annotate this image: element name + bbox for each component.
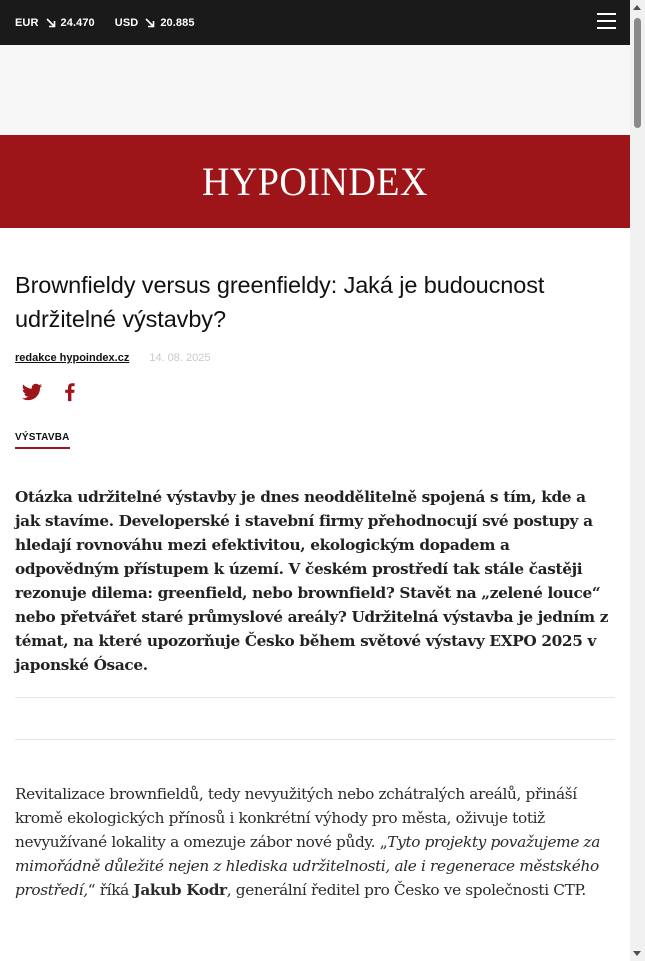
rate-value: 24.470 (60, 16, 95, 29)
hamburger-menu-icon[interactable] (597, 13, 616, 30)
category-tag[interactable]: VÝSTAVBA (15, 432, 70, 449)
scroll-down-arrow-icon[interactable] (633, 951, 641, 956)
currency-label: EUR (15, 16, 39, 29)
exchange-rate-usd (115, 17, 195, 29)
facebook-icon[interactable] (59, 381, 81, 403)
paragraph-says: “ říká (87, 881, 134, 899)
arrow-down-right-icon (144, 17, 156, 29)
divider (15, 697, 615, 698)
scrollbar-thumb[interactable] (634, 18, 641, 128)
divider (15, 739, 615, 740)
brand-header (0, 135, 630, 228)
paragraph-quote: Tyto projekty považujeme za mimořádně důležité nejen z hlediska udržitelnosti, ale i regenerace městského prostředí, (15, 833, 601, 899)
article-title: Brownfieldy versus greenfieldy: Jaká je budoucnost udržitelné výstavby? (15, 272, 545, 332)
article-lead: Otázka udržitelné výstavby je dnes neoddělitelně spojená s tím, kde a jak stavíme. Developerské i stavební firmy přehodnocují své postupy a hledají rovnováhu mezi efektivitou, ekologickým dopadem a odpovědným přístupem k území. V českém prostředí tak stále častěji rezonuje dilema: greenfield, nebo brownfield? Stavět na „zelené louce“ nebo přetvářet staré průmyslové areály? Udržitelná výstavba je jedním z témat, na které upozorňuje Česko během světové výstavy EXPO 2025 v japonské Ósace. (15, 488, 609, 674)
paragraph-intro: Revitalizace brownfieldů, tedy nevyužitých nebo zchátralých areálů, přináší kromě ekologických přínosů i konkrétní výhody pro města, oživuje totiž nevyužívané lokality a omezuje zábor nové půdy. „ (15, 785, 577, 851)
ad-placeholder (0, 45, 630, 135)
quoted-person: Jakub Kodr (133, 881, 227, 899)
site-logo[interactable]: HYPOINDEX (202, 158, 428, 204)
article-paragraph (15, 782, 615, 902)
article-meta (15, 352, 615, 364)
exchange-rate-eur (15, 17, 95, 29)
rate-value: 20.885 (160, 16, 195, 29)
arrow-down-right-icon (45, 17, 57, 29)
paragraph-role: , generální ředitel pro Česko ve společnosti CTP. (226, 881, 586, 899)
article (15, 228, 615, 902)
share-buttons (15, 379, 615, 405)
top-bar (0, 0, 630, 45)
currency-label: USD (114, 16, 139, 29)
publish-date: 14. 08. 2025 (149, 352, 211, 364)
twitter-icon[interactable] (21, 381, 43, 403)
scrollbar[interactable] (630, 0, 645, 961)
scroll-up-arrow-icon[interactable] (633, 5, 641, 10)
author-link[interactable]: redakce hypoindex.cz (15, 352, 130, 364)
